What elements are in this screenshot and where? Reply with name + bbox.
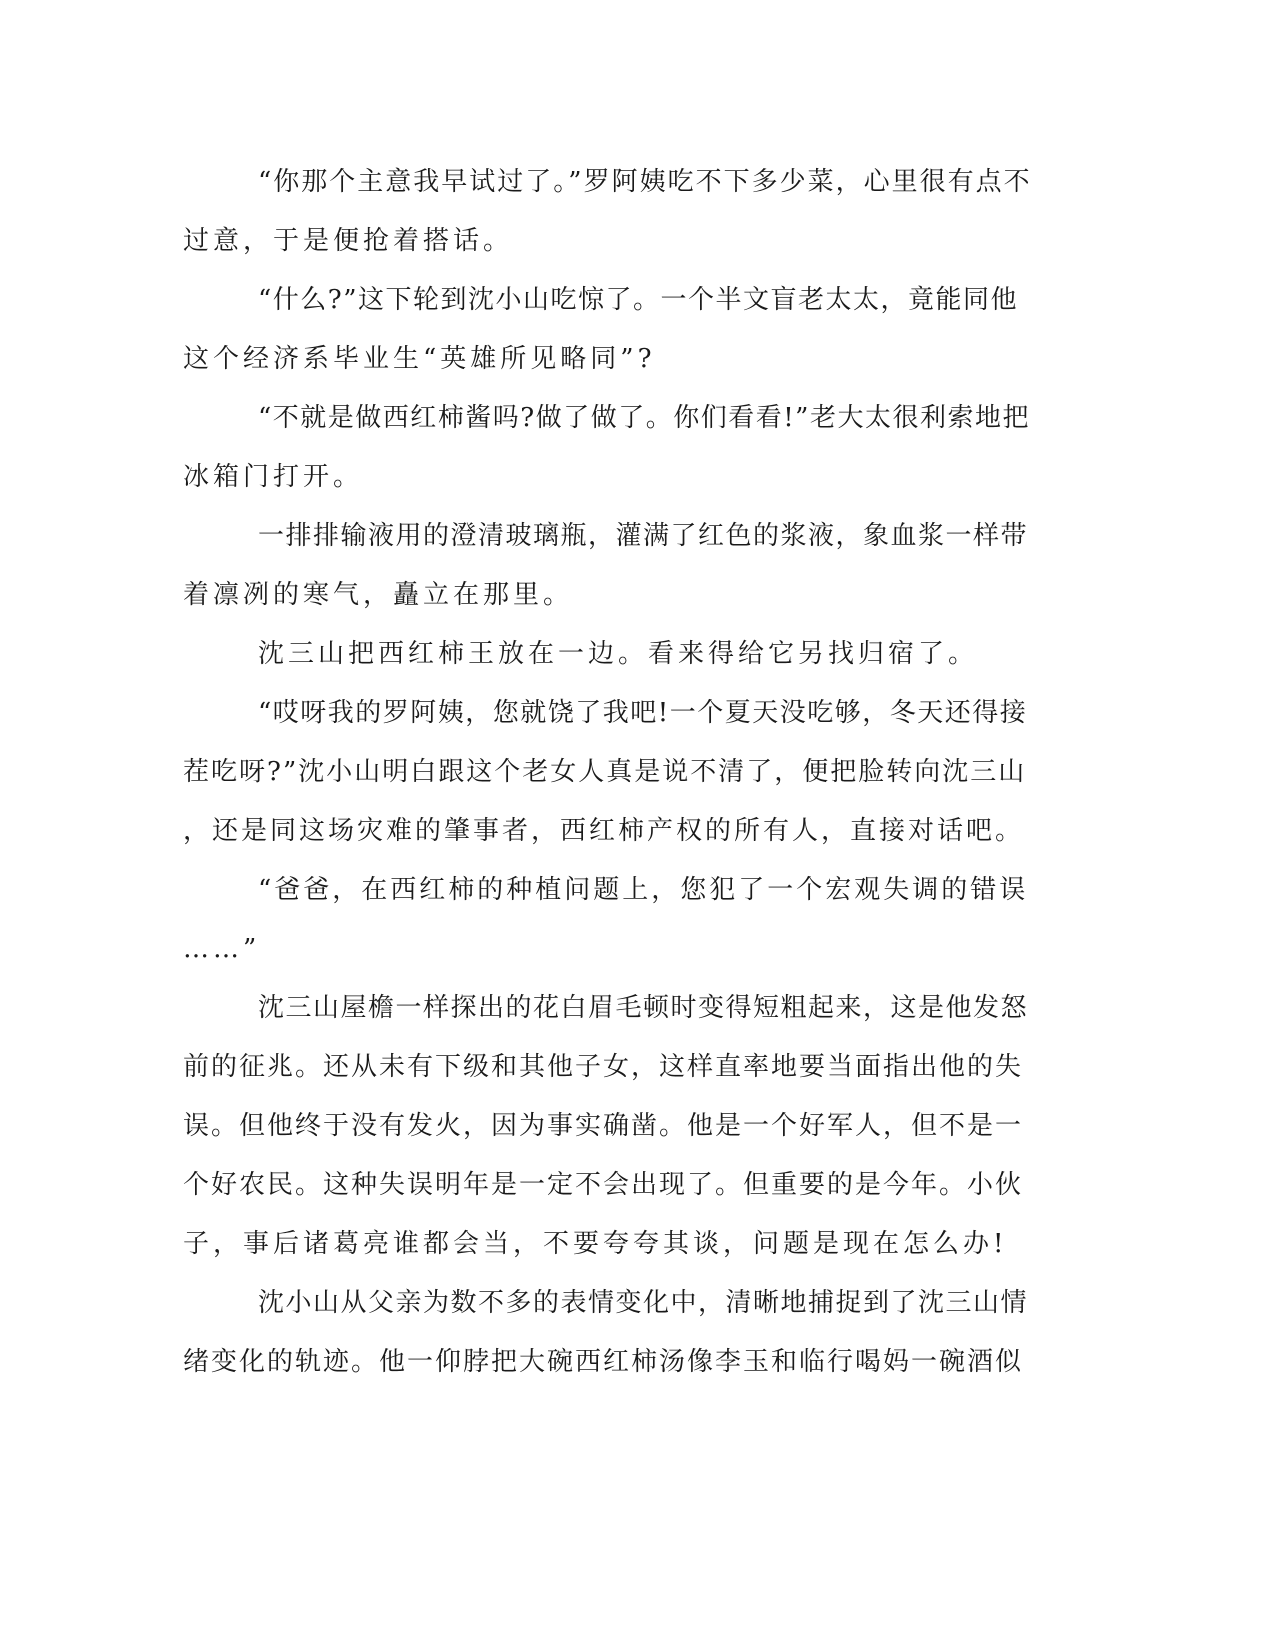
text-line: 子，事后诸葛亮谁都会当，不要夸夸其谈，问题是现在怎么办! bbox=[183, 1229, 1008, 1259]
text-line: 绪变化的轨迹。他一仰脖把大碗西红柿汤像李玉和临行喝妈一碗酒似 bbox=[183, 1347, 1024, 1377]
text-line: 茬吃呀?”沈小山明白跟这个老女人真是说不清了，便把脸转向沈三山 bbox=[183, 757, 1027, 787]
text-line: 误。但他终于没有发火，因为事实确凿。他是一个好军人，但不是一 bbox=[183, 1111, 1024, 1141]
text-line: 这个经济系毕业生“英雄所见略同”? bbox=[183, 344, 656, 374]
text-line: 沈三山屋檐一样探出的花白眉毛顿时变得短粗起来，这是他发怒 bbox=[258, 993, 1029, 1023]
text-line: ……” bbox=[183, 934, 261, 964]
text-line: 一排排输液用的澄清玻璃瓶，灌满了红色的浆液，象血浆一样带 bbox=[258, 521, 1029, 551]
text-line: 前的征兆。还从未有下级和其他子女，这样直率地要当面指出他的失 bbox=[183, 1052, 1024, 1082]
text-line: “不就是做西红柿酱吗?做了做了。你们看看!”老大太很利索地把 bbox=[258, 403, 1030, 433]
text-line: “爸爸，在西红柿的种植问题上，您犯了一个宏观失调的错误 bbox=[258, 875, 1029, 905]
text-line: ，还是同这场灾难的肇事者，西红柿产权的所有人，直接对话吧。 bbox=[183, 816, 1025, 846]
text-line: 着凛冽的寒气，矗立在那里。 bbox=[183, 580, 574, 610]
text-line: “你那个主意我早试过了。”罗阿姨吃不下多少菜，心里很有点不 bbox=[258, 167, 1032, 197]
text-line: 沈三山把西红柿王放在一边。看来得给它另找归宿了。 bbox=[258, 639, 979, 669]
text-line: 个好农民。这种失误明年是一定不会出现了。但重要的是今年。小伙 bbox=[183, 1170, 1024, 1200]
text-line: 沈小山从父亲为数不多的表情变化中，清晰地捕捉到了沈三山情 bbox=[258, 1288, 1029, 1318]
text-line: “哎呀我的罗阿姨，您就饶了我吧!一个夏天没吃够，冬天还得接 bbox=[258, 698, 1028, 728]
text-line: 过意，于是便抢着搭话。 bbox=[183, 226, 514, 256]
text-line: 冰箱门打开。 bbox=[183, 462, 364, 492]
text-line: “什么?”这下轮到沈小山吃惊了。一个半文盲老太太，竟能同他 bbox=[258, 285, 1019, 315]
